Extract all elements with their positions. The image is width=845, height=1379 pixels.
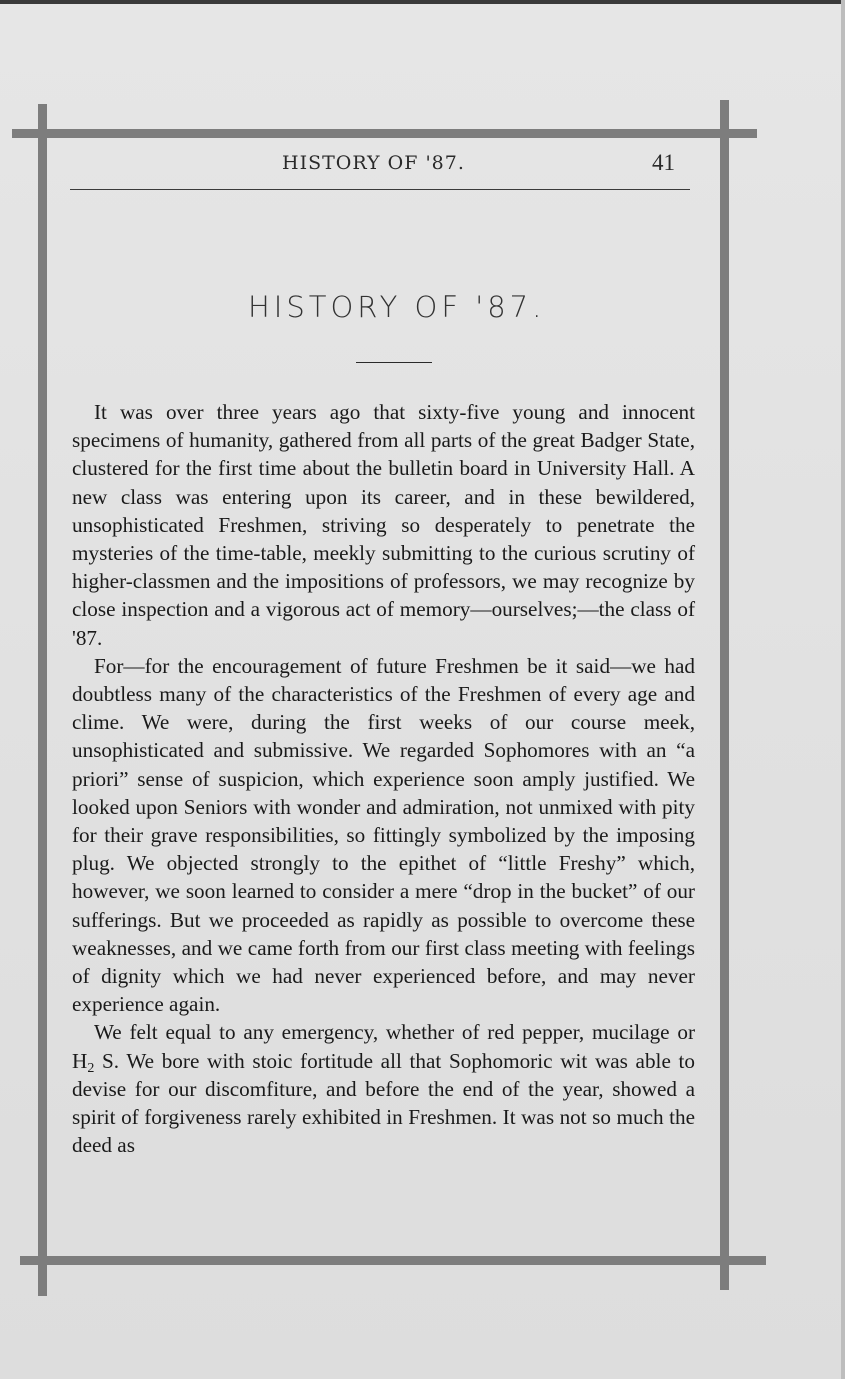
page-number: 41 <box>652 150 675 175</box>
paragraph: For—for the encouragement of future Freshmen be it said—we had doubtless many of the characteristics of the Freshmen of every age and clime. We were, during the first weeks of our course meek, unsophisticated and submissive. We regarded Sophomores with an “a priori” sense of suspicion, which experience soon amply justified. We looked upon Seniors with wonder and admiration, not unmixed with pity for their grave responsibilities, so fittingly symbolized by the imposing plug. We objected strongly to the epithet of “little Freshy” which, however, we soon learned to consider a mere “drop in the bucket” of our sufferings. But we proceeded as rapidly as possible to overcome these weaknesses, and we came forth from our first class meeting with feelings of dignity which we had never experienced before, and may never experience again. <box>72 653 695 1017</box>
running-header-title: HISTORY OF '87. <box>282 152 465 174</box>
scan-top-edge <box>0 0 845 4</box>
title-rule <box>356 362 432 363</box>
border-rule-top <box>12 129 757 138</box>
subscript: 2 <box>87 1060 95 1076</box>
body-text <box>72 398 695 1159</box>
paragraph-text: S. We bore with stoic fortitude all that Sophomoric wit was able to devise for our discomfiture, and before the end of the year, showed a spirit of forgiveness rarely exhibited in Freshmen. It was not so much the deed as <box>72 1048 695 1158</box>
chapter-title: HISTORY OF '87. <box>248 290 546 324</box>
border-rule-bottom <box>20 1256 766 1265</box>
border-rule-left <box>38 104 47 1296</box>
border-rule-right <box>720 100 729 1290</box>
header-rule <box>70 189 690 190</box>
paragraph <box>72 1018 695 1159</box>
paragraph-text: We felt equal to any emergency, whether of red pepper, mucilage or H <box>72 1020 695 1073</box>
paragraph: It was over three years ago that sixty-five young and innocent specimens of humanity, gathered from all parts of the great Badger State, clustered for the first time about the bulletin board in University Hall. A new class was entering upon its career, and in these bewildered, unsophisticated Freshmen, striving so desperately to penetrate the mysteries of the time-table, meekly submitting to the curious scrutiny of higher-classmen and the impositions of professors, we may recognize by close inspection and a vigorous act of memory—ourselves;—the class of '87. <box>72 400 695 650</box>
scan-right-edge <box>841 0 845 1379</box>
